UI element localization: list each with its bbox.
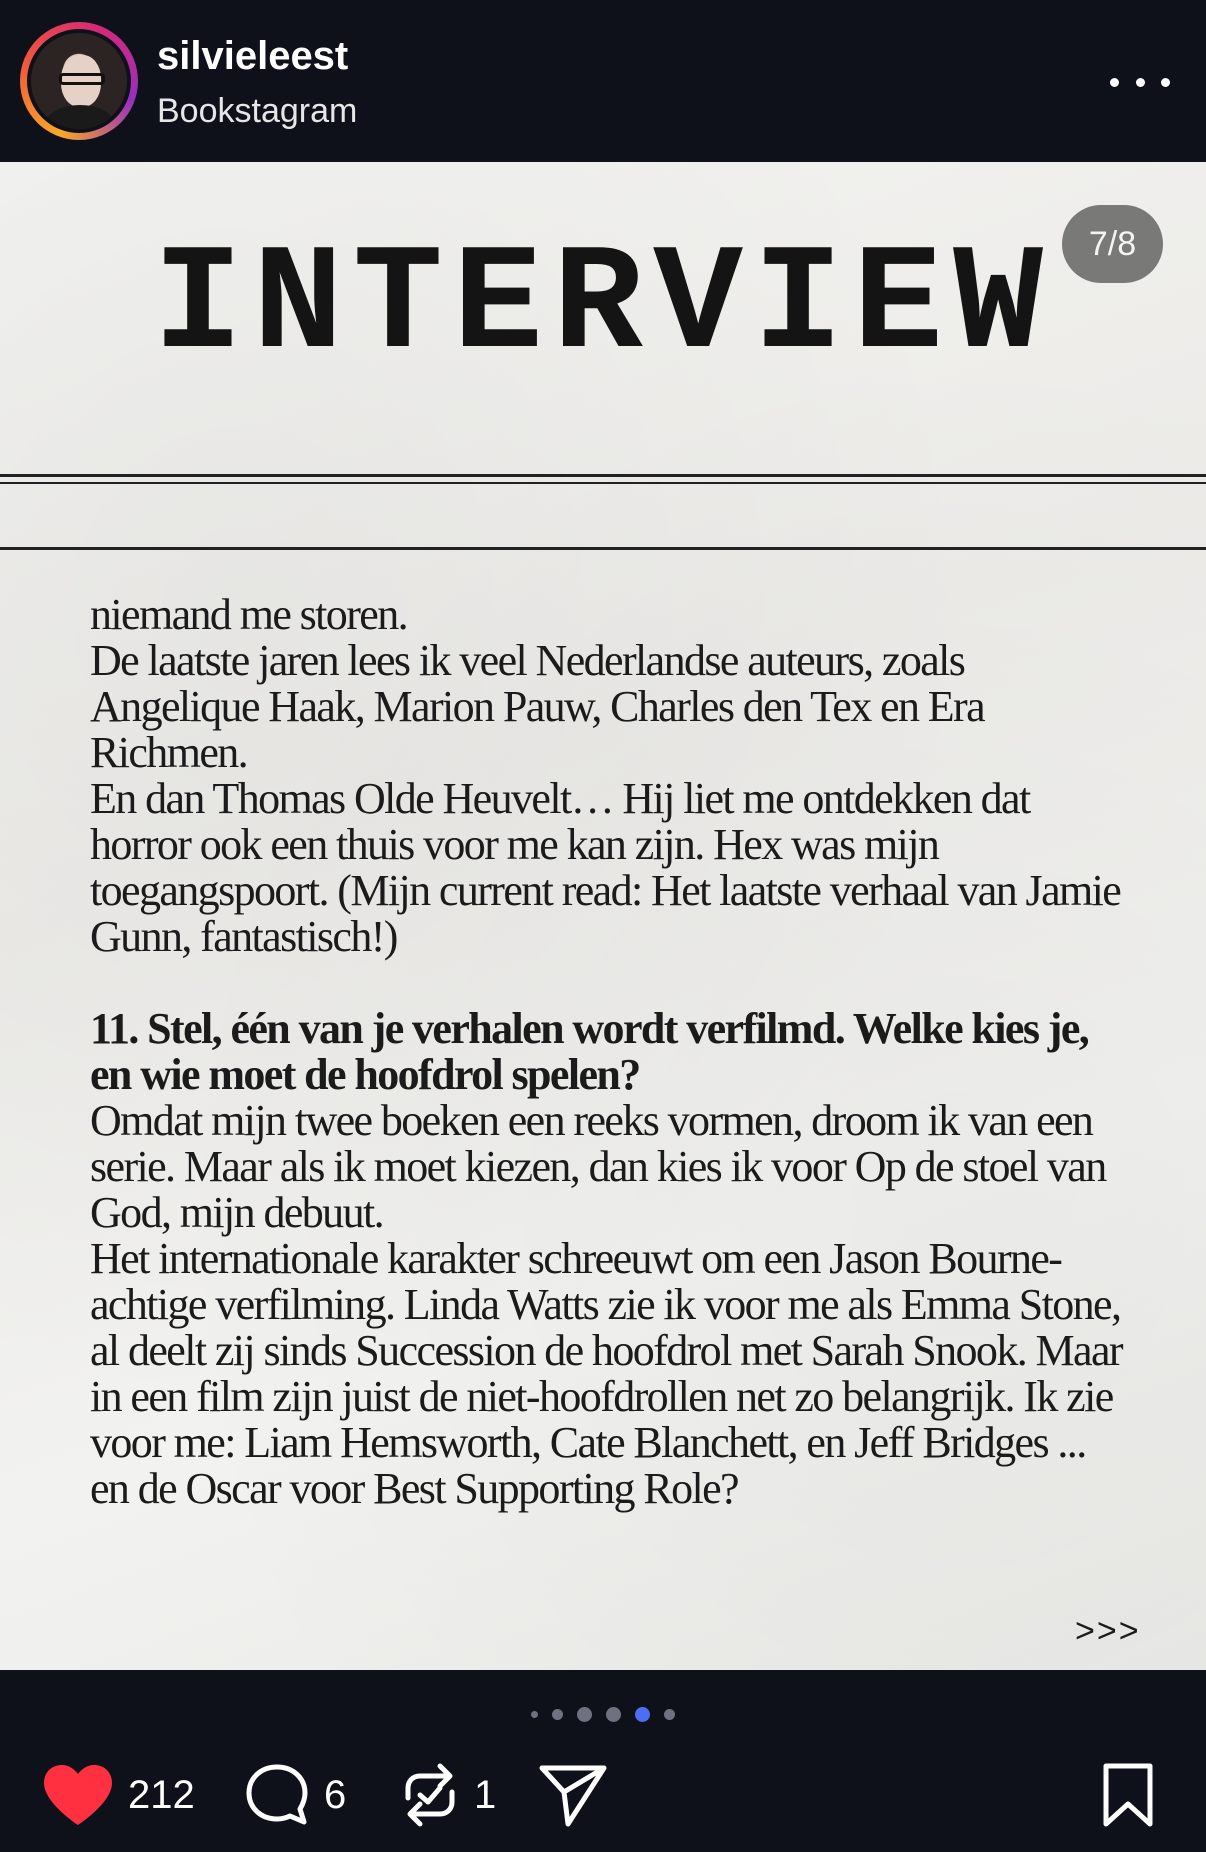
divider <box>0 474 1206 477</box>
carousel-pagination <box>0 1704 1206 1724</box>
repost-count: 1 <box>474 1772 497 1817</box>
username[interactable]: silvieleest <box>157 34 349 78</box>
interview-question: 11. Stel, één van je verhalen wordt verfilmd. Welke kies je, en wie moet de hoofdrol spelen? <box>90 1004 1089 1099</box>
save-action[interactable] <box>1100 1750 1156 1840</box>
carousel-dot <box>606 1707 621 1722</box>
avatar-frame <box>27 29 131 133</box>
avatar-photo <box>31 33 127 129</box>
like-action[interactable] <box>42 1750 195 1840</box>
paragraph: En dan Thomas Olde Heuvelt… Hij liet me ontdekken dat horror ook een thuis voor me kan zijn. Hex was mijn toegangspoort. (Mijn current read: Het laatste verhaal van Jamie Gunn, fantastisch!) <box>90 774 1121 961</box>
next-slide-indicator: >>> <box>1075 1612 1141 1650</box>
paragraph: niemand me storen. <box>90 590 407 639</box>
comment-icon[interactable] <box>244 1762 310 1828</box>
interview-headline: INTERVIEW <box>152 222 1054 392</box>
bookmark-icon[interactable] <box>1100 1762 1156 1828</box>
more-options-button[interactable] <box>1110 62 1170 102</box>
comment-count: 6 <box>324 1772 347 1817</box>
paragraph: De laatste jaren lees ik veel Nederlandse auteurs, zoals Angelique Haak, Marion Pauw, Charles den Tex en Era Richmen. <box>90 636 985 777</box>
carousel-dot-active <box>635 1707 650 1722</box>
repost-icon[interactable] <box>400 1762 460 1828</box>
carousel-dot <box>664 1709 675 1720</box>
like-count: 212 <box>128 1772 195 1817</box>
comment-action[interactable] <box>244 1750 346 1840</box>
more-horizontal-icon <box>1110 78 1119 87</box>
post-image[interactable] <box>0 162 1206 1670</box>
share-action[interactable] <box>538 1750 608 1840</box>
answer-paragraph: Omdat mijn twee boeken een reeks vormen, droom ik van een serie. Maar als ik moet kiezen, dan kies ik voor Op de stoel van God, mijn debuut. <box>90 1096 1106 1237</box>
avatar[interactable] <box>20 22 138 140</box>
repost-action[interactable] <box>400 1750 496 1840</box>
action-bar <box>0 1750 1206 1852</box>
answer-paragraph: Het internationale karakter schreeuwt om een Jason Bourne-achtige verfilming. Linda Watts zie ik voor me als Emma Stone, al deelt zij sinds Succession de hoofdrol met Sarah Snook. Maar in een film zijn juist de niet-hoofdrollen net zo belangrijk. Ik zie voor me: Liam Hemsworth, Cate Blanchett, en Jeff Bridges ... en de Oscar voor Best Supporting Role? <box>90 1234 1122 1513</box>
carousel-dot <box>531 1711 538 1718</box>
article-text <box>90 592 1130 1512</box>
divider <box>0 482 1206 484</box>
heart-icon[interactable] <box>42 1763 114 1827</box>
divider <box>0 547 1206 550</box>
slide-counter-badge: 7/8 <box>1062 205 1163 283</box>
account-subtitle: Bookstagram <box>157 92 358 130</box>
send-icon[interactable] <box>538 1762 608 1828</box>
post-header <box>0 0 1206 162</box>
carousel-dot <box>577 1707 592 1722</box>
carousel-dot <box>552 1709 563 1720</box>
